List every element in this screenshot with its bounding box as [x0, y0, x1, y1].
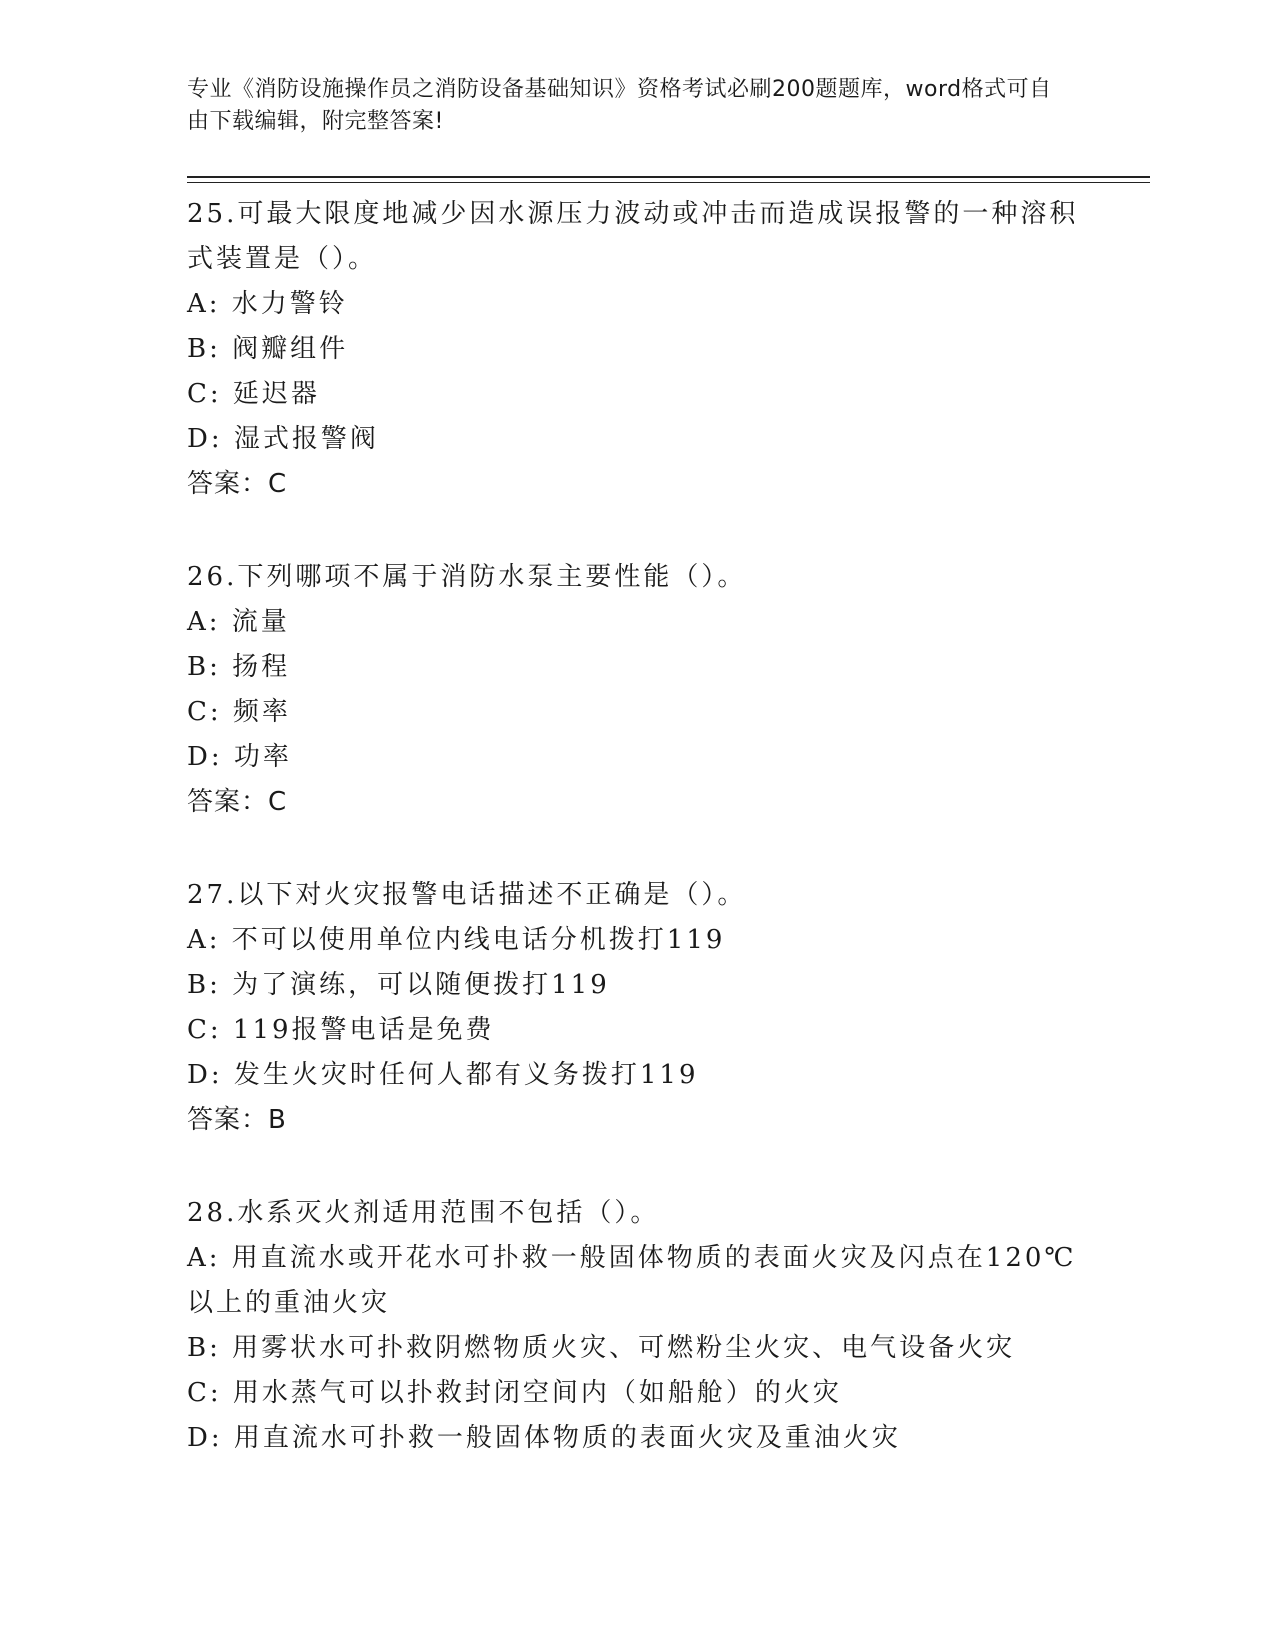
question-stem: 28.水系灭火剂适用范围不包括（）。	[187, 1198, 660, 1228]
question-list	[187, 192, 1087, 1509]
option-c: C: 频率	[187, 697, 291, 727]
option-c: C: 延迟器	[187, 379, 320, 409]
option-a: A: 用直流水或开花水可扑救一般固体物质的表面火灾及闪点在120℃以上的重油火灾	[187, 1243, 1077, 1318]
option-b: B: 用雾状水可扑救阴燃物质火灾、可燃粉尘火灾、电气设备火灾	[187, 1333, 1016, 1363]
option-d: D: 湿式报警阀	[187, 424, 379, 454]
option-d: D: 用直流水可扑救一般固体物质的表面火灾及重油火灾	[187, 1423, 901, 1453]
option-d: D: 发生火灾时任何人都有义务拨打119	[187, 1060, 699, 1090]
option-a: A: 流量	[187, 607, 290, 637]
option-b: B: 扬程	[187, 652, 291, 682]
question-25	[187, 192, 1087, 507]
question-28	[187, 1191, 1087, 1461]
header-rule-thin	[187, 182, 1150, 183]
question-27	[187, 873, 1087, 1143]
answer: 答案：C	[187, 469, 288, 499]
option-a: A: 不可以使用单位内线电话分机拨打119	[187, 925, 726, 955]
option-b: B: 为了演练，可以随便拨打119	[187, 970, 610, 1000]
question-26	[187, 555, 1087, 825]
document-header: 专业《消防设施操作员之消防设备基础知识》资格考试必刷200题题库，word格式可自由下载编辑，附完整答案!	[187, 77, 1052, 134]
question-stem: 27.以下对火灾报警电话描述不正确是（）。	[187, 880, 747, 910]
option-b: B: 阀瓣组件	[187, 334, 349, 364]
answer: 答案：C	[187, 787, 288, 817]
question-stem: 25.可最大限度地减少因水源压力波动或冲击而造成误报警的一种溶积式装置是（）。	[187, 199, 1079, 274]
option-d: D: 功率	[187, 742, 292, 772]
header-rule-thick	[187, 176, 1150, 178]
question-stem: 26.下列哪项不属于消防水泵主要性能（）。	[187, 562, 747, 592]
option-a: A: 水力警铃	[187, 289, 348, 319]
answer: 答案：B	[187, 1105, 287, 1135]
option-c: C: 用水蒸气可以扑救封闭空间内（如船舱）的火灾	[187, 1378, 842, 1408]
option-c: C: 119报警电话是免费	[187, 1015, 495, 1045]
